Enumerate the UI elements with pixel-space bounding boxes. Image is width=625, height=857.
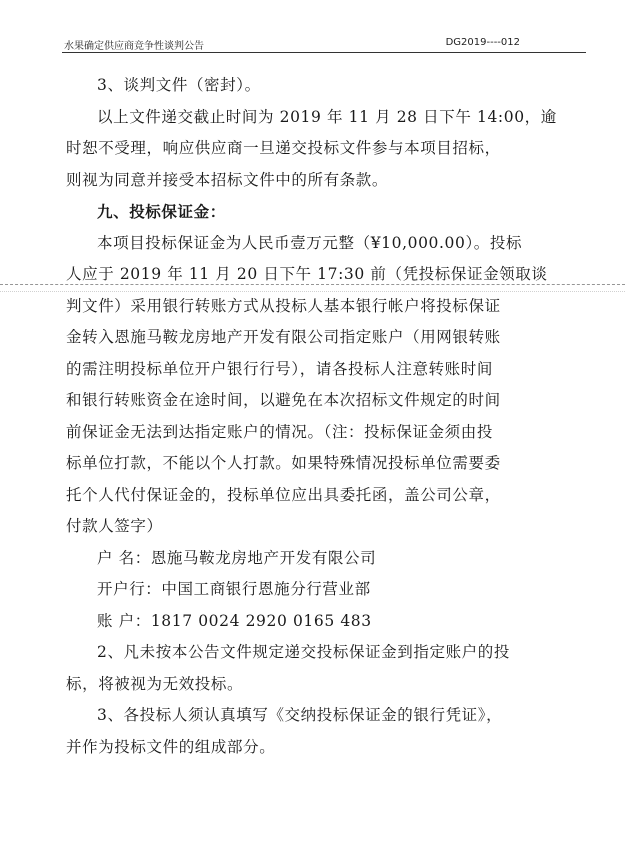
- paragraph-line: 标，将被视为无效投标。: [66, 674, 244, 693]
- paragraph-line: 时恕不受理，响应供应商一旦递交投标文件参与本项目招标，: [66, 139, 501, 157]
- account-name-line: 户 名：恩施马鞍龙房地产开发有限公司: [97, 548, 377, 567]
- paragraph-line: 3、谈判文件（密封）。: [97, 76, 261, 94]
- paragraph-line: 以上文件递交截止时间为 2019 年 11 月 28 日下午 14:00，逾: [97, 107, 557, 126]
- paragraph-line: 标单位打款，不能以个人打款。如果特殊情况投标单位需要委: [66, 454, 501, 472]
- paragraph-line: 金转入恩施马鞍龙房地产开发有限公司指定账户（用网银转账: [66, 328, 501, 346]
- paragraph-line: 判文件）采用银行转账方式从投标人基本银行帐户将投标保证: [66, 296, 501, 315]
- header-title: 水果确定供应商竞争性谈判公告: [64, 41, 204, 52]
- page-header: [62, 36, 586, 53]
- paragraph-line: 的需注明投标单位开户银行行号），请各投标人注意转账时间: [66, 359, 493, 378]
- section-heading: 九、投标保证金：: [97, 202, 226, 221]
- account-number-line: 账 户：1817 0024 2920 0165 483: [97, 611, 372, 630]
- document-number: DG2019----012: [445, 37, 520, 48]
- paragraph-line: 并作为投标文件的组成部分。: [66, 737, 276, 756]
- paragraph-line: 付款人签字）: [66, 517, 163, 535]
- paragraph-line: 前保证金无法到达指定账户的情况。（注：投标保证金须由投: [66, 422, 493, 441]
- document-body: [66, 70, 560, 763]
- paragraph-line: 3、各投标人须认真填写《交纳投标保证金的银行凭证》，: [97, 706, 503, 724]
- paragraph-line: 人应于 2019 年 11 月 20 日下午 17:30 前（凭投标保证金领取谈: [66, 265, 548, 283]
- paragraph-line: 本项目投标保证金为人民币壹万元整（¥10,000.00）。投标: [97, 233, 523, 252]
- paragraph-line: 2、凡未按本公告文件规定递交投标保证金到指定账户的投: [97, 643, 510, 661]
- paragraph-line: 则视为同意并接受本招标文件中的所有条款。: [66, 170, 389, 189]
- bank-name-line: 开户行：中国工商银行恩施分行营业部: [97, 580, 371, 598]
- paragraph-line: 和银行转账资金在途时间，以避免在本次招标文件规定的时间: [66, 391, 501, 409]
- paragraph-line: 托个人代付保证金的，投标单位应出具委托函，盖公司公章，: [66, 485, 501, 504]
